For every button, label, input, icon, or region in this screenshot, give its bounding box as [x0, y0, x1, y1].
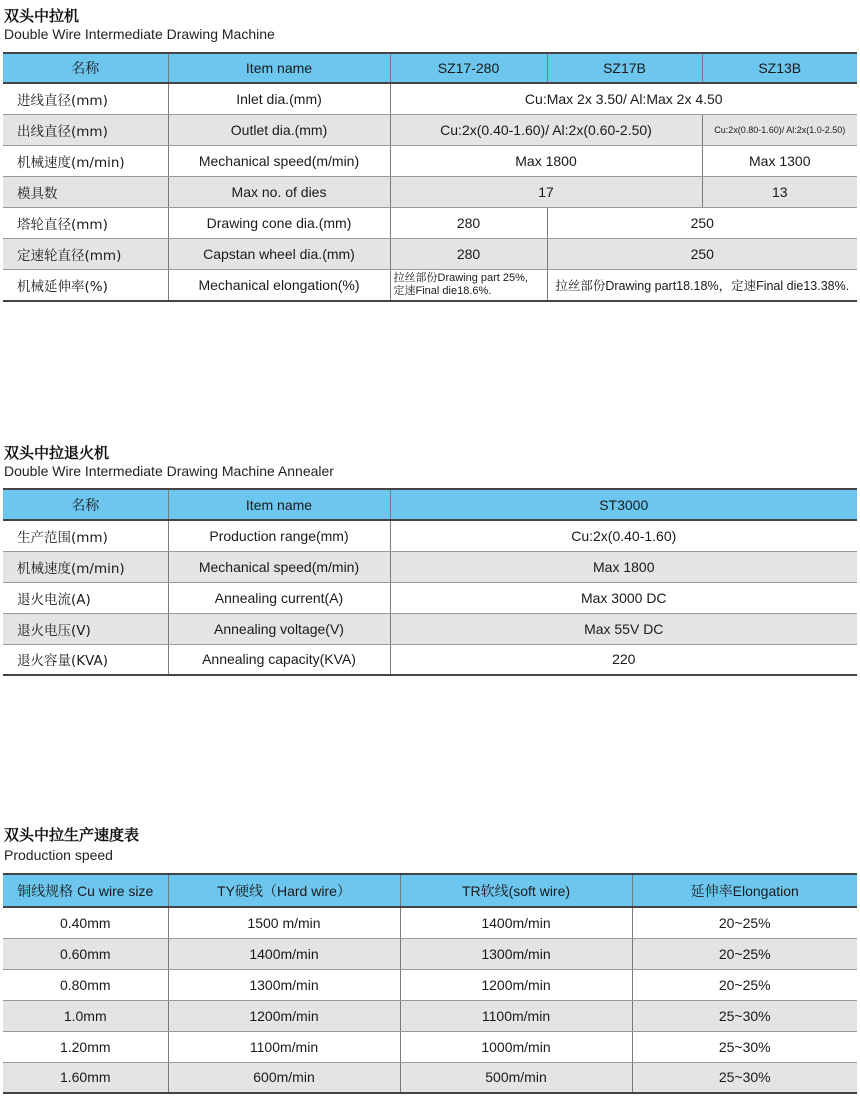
table-row: [3, 269, 857, 301]
table-header-row: [3, 874, 857, 907]
cell-elongation: 20~25%: [632, 907, 857, 938]
row-value: 280: [390, 207, 547, 238]
table-row: [3, 114, 857, 145]
cell-hard-wire-speed: 600m/min: [168, 1062, 400, 1093]
header-model-st3000: ST3000: [390, 489, 857, 520]
cell-elongation: 25~30%: [632, 1031, 857, 1062]
spec-table-annealer: [3, 488, 857, 676]
table-header-row: [3, 489, 857, 520]
row-label-cn: 机械速度(m/min): [3, 145, 168, 176]
cell-soft-wire-speed: 1000m/min: [400, 1031, 632, 1062]
row-value: Max 1800: [390, 145, 702, 176]
elongation-line-1: 拉丝部份Drawing part 25%,: [393, 271, 528, 284]
table-row: [3, 1000, 857, 1031]
row-label-en: Max no. of dies: [168, 176, 390, 207]
cell-soft-wire-speed: 500m/min: [400, 1062, 632, 1093]
row-value: 280: [390, 238, 547, 269]
row-label-en: Drawing cone dia.(mm): [168, 207, 390, 238]
cell-hard-wire-speed: 1300m/min: [168, 969, 400, 1000]
table-row: [3, 969, 857, 1000]
table-row: [3, 1031, 857, 1062]
row-label-en: Outlet dia.(mm): [168, 114, 390, 145]
row-value: 拉丝部份Drawing part18.18%，定速Final die13.38%.: [547, 269, 857, 301]
table-row: [3, 83, 857, 114]
cell-soft-wire-speed: 1400m/min: [400, 907, 632, 938]
row-value-elongation-sz17-280: [390, 269, 547, 301]
table-header-row: [3, 53, 857, 83]
row-value-sz13b: 13: [702, 176, 857, 207]
row-label-en: Production range(mm): [168, 520, 390, 551]
row-label-en: Mechanical elongation(%): [168, 269, 390, 301]
production-speed-table: [3, 873, 857, 1094]
table-row: [3, 207, 857, 238]
row-value-sz13b: Cu:2x(0.80-1.60)/ Al:2x(1.0-2.50): [702, 114, 857, 145]
cell-wire-size: 0.80mm: [3, 969, 168, 1000]
row-label-cn: 定速轮直径(mm): [3, 238, 168, 269]
row-value: Cu:2x(0.40-1.60): [390, 520, 857, 551]
row-value: Max 3000 DC: [390, 582, 857, 613]
row-label-cn: 出线直径(mm): [3, 114, 168, 145]
cell-elongation: 20~25%: [632, 969, 857, 1000]
row-value: 250: [547, 238, 857, 269]
row-value: 220: [390, 644, 857, 675]
cell-elongation: 25~30%: [632, 1000, 857, 1031]
table-row: [3, 520, 857, 551]
table-row: [3, 238, 857, 269]
header-name-cn: 名称: [3, 489, 168, 520]
row-label-en: Annealing voltage(V): [168, 613, 390, 644]
cell-wire-size: 1.0mm: [3, 1000, 168, 1031]
row-value: Cu:Max 2x 3.50/ Al:Max 2x 4.50: [390, 83, 857, 114]
row-value: Max 55V DC: [390, 613, 857, 644]
cell-soft-wire-speed: 1100m/min: [400, 1000, 632, 1031]
header-elongation: 延伸率Elongation: [632, 874, 857, 907]
table-row: [3, 938, 857, 969]
cell-wire-size: 0.40mm: [3, 907, 168, 938]
cell-soft-wire-speed: 1200m/min: [400, 969, 632, 1000]
header-model-sz13b: SZ13B: [702, 53, 857, 83]
section3-title-cn: 双头中拉生产速度表: [4, 826, 140, 844]
row-value: Cu:2x(0.40-1.60)/ Al:2x(0.60-2.50): [390, 114, 702, 145]
cell-elongation: 25~30%: [632, 1062, 857, 1093]
cell-hard-wire-speed: 1100m/min: [168, 1031, 400, 1062]
cell-hard-wire-speed: 1500 m/min: [168, 907, 400, 938]
table-row: [3, 582, 857, 613]
table-row: [3, 1062, 857, 1093]
row-label-en: Annealing capacity(KVA): [168, 644, 390, 675]
row-value: 250: [547, 207, 857, 238]
row-label-en: Annealing current(A): [168, 582, 390, 613]
table-row: [3, 176, 857, 207]
spec-table-drawing-machine: [3, 52, 857, 302]
header-name-cn: 名称: [3, 53, 168, 83]
cell-wire-size: 0.60mm: [3, 938, 168, 969]
row-label-cn: 退火电流(A): [3, 582, 168, 613]
row-label-cn: 机械延伸率(%): [3, 269, 168, 301]
header-model-sz17-280: SZ17-280: [390, 53, 547, 83]
section1-title-cn: 双头中拉机: [4, 7, 80, 25]
table-row: [3, 644, 857, 675]
row-label-en: Mechanical speed(m/min): [168, 145, 390, 176]
row-label-en: Capstan wheel dia.(mm): [168, 238, 390, 269]
header-item-name: Item name: [168, 489, 390, 520]
section2-title-en: Double Wire Intermediate Drawing Machine Annealer: [4, 463, 334, 479]
row-label-cn: 退火电压(V): [3, 613, 168, 644]
table-row: [3, 551, 857, 582]
row-label-cn: 塔轮直径(mm): [3, 207, 168, 238]
header-model-sz17b: SZ17B: [547, 53, 702, 83]
elongation-line-2: 定速Final die18.6%.: [393, 284, 492, 297]
header-wire-size: 铜线规格 Cu wire size: [3, 874, 168, 907]
row-label-cn: 模具数: [3, 176, 168, 207]
section3-title-en: Production speed: [4, 847, 113, 863]
row-label-en: Mechanical speed(m/min): [168, 551, 390, 582]
cell-soft-wire-speed: 1300m/min: [400, 938, 632, 969]
header-soft-wire: TR软线(soft wire): [400, 874, 632, 907]
table-row: [3, 613, 857, 644]
header-hard-wire: TY硬线（Hard wire）: [168, 874, 400, 907]
table-row: [3, 907, 857, 938]
cell-elongation: 20~25%: [632, 938, 857, 969]
row-label-cn: 生产范围(mm): [3, 520, 168, 551]
row-label-cn: 进线直径(mm): [3, 83, 168, 114]
header-item-name: Item name: [168, 53, 390, 83]
cell-hard-wire-speed: 1200m/min: [168, 1000, 400, 1031]
table-row: [3, 145, 857, 176]
section1-title-en: Double Wire Intermediate Drawing Machine: [4, 26, 275, 42]
cell-wire-size: 1.20mm: [3, 1031, 168, 1062]
row-value-sz13b: Max 1300: [702, 145, 857, 176]
cell-wire-size: 1.60mm: [3, 1062, 168, 1093]
row-label-cn: 退火容量(KVA): [3, 644, 168, 675]
row-value: 17: [390, 176, 702, 207]
row-value: Max 1800: [390, 551, 857, 582]
section2-title-cn: 双头中拉退火机: [4, 444, 110, 462]
row-label-en: Inlet dia.(mm): [168, 83, 390, 114]
row-label-cn: 机械速度(m/min): [3, 551, 168, 582]
cell-hard-wire-speed: 1400m/min: [168, 938, 400, 969]
